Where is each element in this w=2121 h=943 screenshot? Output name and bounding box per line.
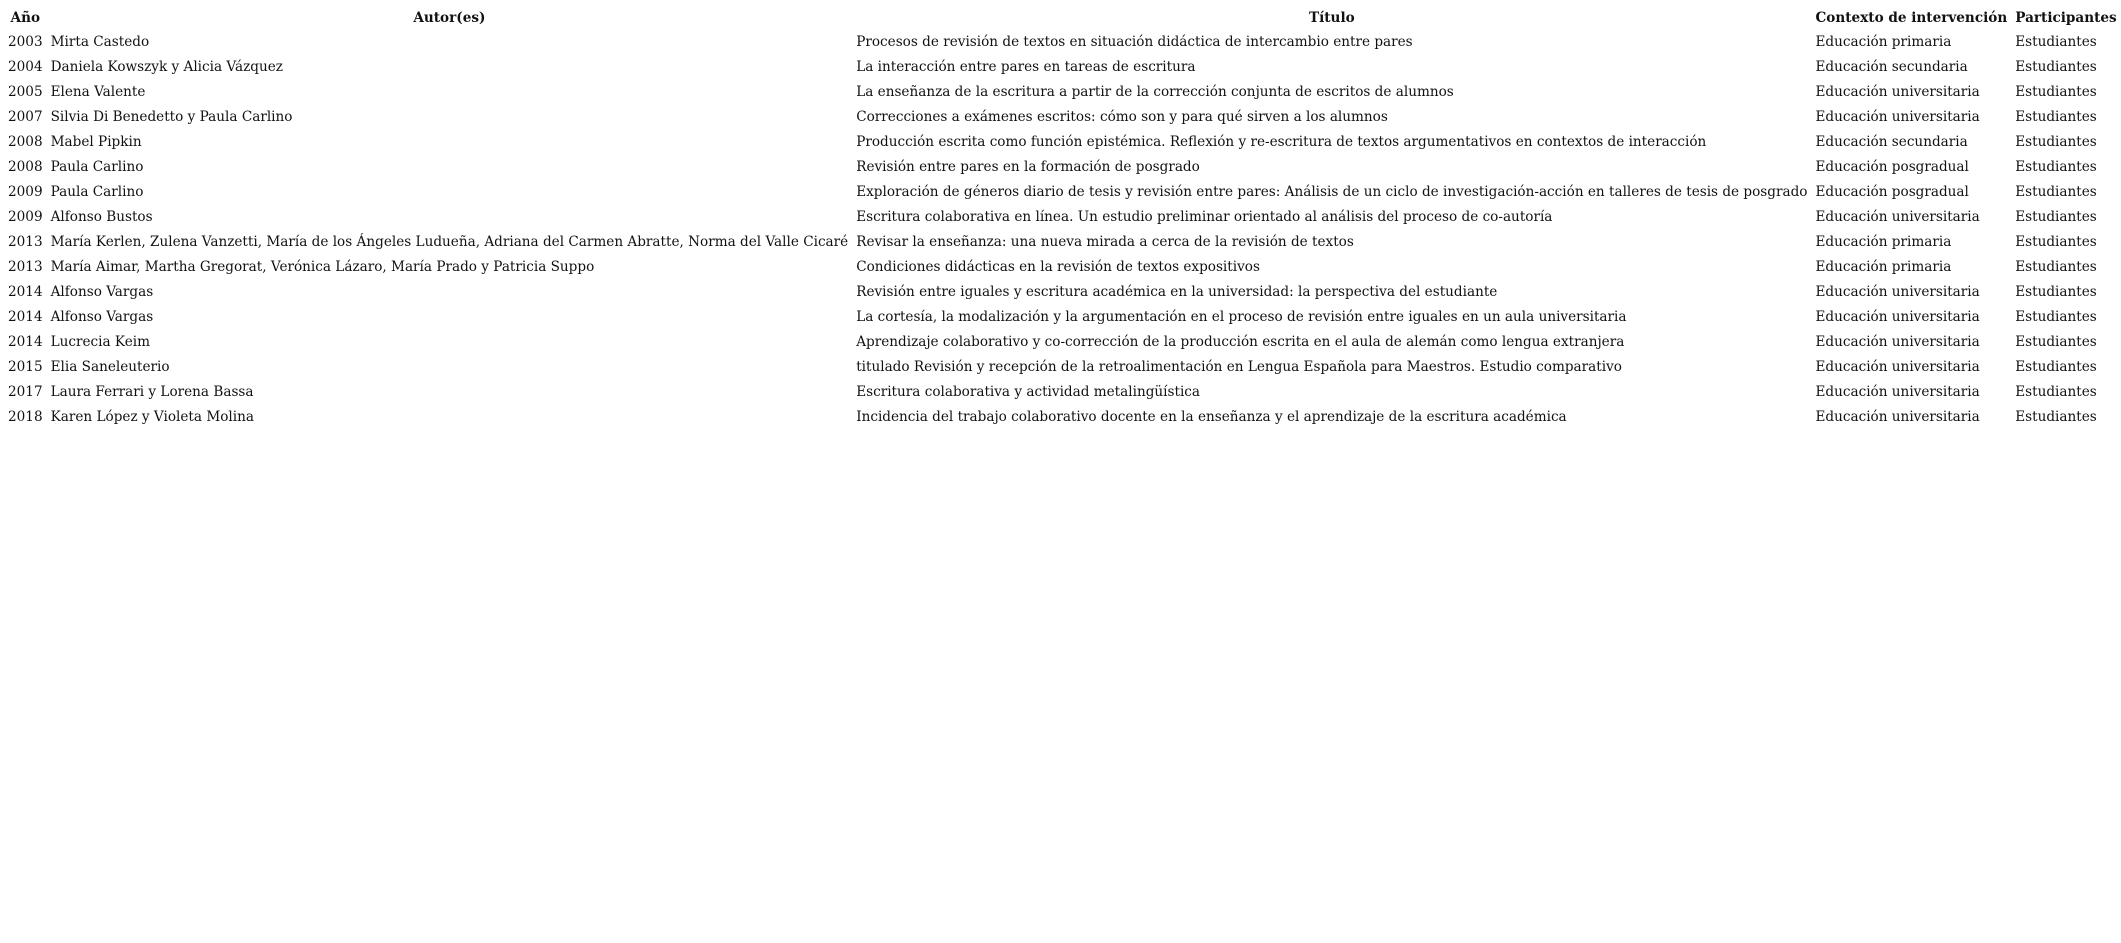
table-row <box>4 205 2121 230</box>
cell-title: titulado Revisión y recepción de la retroalimentación en Lengua Española para Maestros. Estudio comparativo <box>856 359 1622 375</box>
cell-participants: Estudiantes <box>2015 409 2097 425</box>
cell-participants: Estudiantes <box>2015 234 2097 250</box>
cell-authors: Mirta Castedo <box>50 34 150 50</box>
cell-authors: Laura Ferrari y Lorena Bassa <box>50 384 254 400</box>
table-row <box>4 280 2121 305</box>
cell-context: Educación secundaria <box>1815 59 1968 75</box>
cell-title: Escritura colaborativa y actividad metalingüística <box>856 384 1201 400</box>
cell-context: Educación universitaria <box>1815 359 1980 375</box>
cell-title: Incidencia del trabajo colaborativo docente en la enseñanza y el aprendizaje de la escritura académica <box>856 409 1567 425</box>
cell-year: 2009 <box>8 209 43 225</box>
cell-context: Educación universitaria <box>1815 109 1980 125</box>
cell-year: 2009 <box>8 184 43 200</box>
table-row <box>4 355 2121 380</box>
cell-title: Condiciones didácticas en la revisión de textos expositivos <box>856 259 1260 275</box>
cell-title: La enseñanza de la escritura a partir de la corrección conjunta de escritos de alumnos <box>856 84 1454 100</box>
studies-table <box>4 6 2121 430</box>
cell-context: Educación primaria <box>1815 259 1952 275</box>
cell-participants: Estudiantes <box>2015 359 2097 375</box>
cell-authors: Karen López y Violeta Molina <box>50 409 254 425</box>
table-row <box>4 330 2121 355</box>
table-row <box>4 130 2121 155</box>
cell-year: 2013 <box>8 234 43 250</box>
cell-year: 2015 <box>8 359 43 375</box>
cell-authors: Silvia Di Benedetto y Paula Carlino <box>50 109 293 125</box>
cell-participants: Estudiantes <box>2015 59 2097 75</box>
cell-title: Correcciones a exámenes escritos: cómo son y para qué sirven a los alumnos <box>856 109 1388 125</box>
cell-participants: Estudiantes <box>2015 259 2097 275</box>
cell-context: Educación universitaria <box>1815 384 1980 400</box>
table-row <box>4 105 2121 130</box>
cell-context: Educación universitaria <box>1815 209 1980 225</box>
cell-context: Educación posgradual <box>1815 159 1969 175</box>
cell-title: Escritura colaborativa en línea. Un estudio preliminar orientado al análisis del proceso de co-autoría <box>856 209 1553 225</box>
table-row <box>4 180 2121 205</box>
cell-authors: Lucrecia Keim <box>50 334 151 350</box>
cell-participants: Estudiantes <box>2015 309 2097 325</box>
cell-context: Educación universitaria <box>1815 284 1980 300</box>
cell-context: Educación universitaria <box>1815 84 1980 100</box>
header-title: Título <box>1309 10 1355 26</box>
table-body <box>4 30 2121 430</box>
cell-authors: Mabel Pipkin <box>50 134 142 150</box>
cell-participants: Estudiantes <box>2015 184 2097 200</box>
cell-participants: Estudiantes <box>2015 134 2097 150</box>
cell-participants: Estudiantes <box>2015 334 2097 350</box>
cell-year: 2008 <box>8 159 43 175</box>
cell-year: 2008 <box>8 134 43 150</box>
table-row <box>4 255 2121 280</box>
header-authors: Autor(es) <box>413 10 486 26</box>
cell-context: Educación primaria <box>1815 34 1952 50</box>
table-row <box>4 405 2121 430</box>
cell-title: Producción escrita como función epistémica. Reflexión y re-escritura de textos argumentativos en contextos de interacción <box>856 134 1707 150</box>
cell-year: 2005 <box>8 84 43 100</box>
cell-year: 2013 <box>8 259 43 275</box>
cell-context: Educación primaria <box>1815 234 1952 250</box>
cell-authors: Alfonso Bustos <box>50 209 153 225</box>
cell-participants: Estudiantes <box>2015 284 2097 300</box>
table-row <box>4 30 2121 55</box>
cell-participants: Estudiantes <box>2015 209 2097 225</box>
cell-participants: Estudiantes <box>2015 109 2097 125</box>
cell-context: Educación universitaria <box>1815 309 1980 325</box>
cell-authors: Elena Valente <box>50 84 146 100</box>
cell-title: Revisar la enseñanza: una nueva mirada a cerca de la revisión de textos <box>856 234 1354 250</box>
table-row <box>4 230 2121 255</box>
cell-title: La cortesía, la modalización y la argumentación en el proceso de revisión entre iguales en un aula universitaria <box>856 309 1627 325</box>
cell-year: 2014 <box>8 334 43 350</box>
cell-authors: María Kerlen, Zulena Vanzetti, María de los Ángeles Ludueña, Adriana del Carmen Abratte, Norma del Valle Cicaré <box>50 234 849 250</box>
table-row <box>4 55 2121 80</box>
cell-authors: Alfonso Vargas <box>50 309 154 325</box>
cell-title: Exploración de géneros diario de tesis y revisión entre pares: Análisis de un ciclo de investigación-acción en talleres de tesis de posgrado <box>856 184 1808 200</box>
cell-context: Educación universitaria <box>1815 334 1980 350</box>
cell-authors: Paula Carlino <box>50 184 144 200</box>
header-row <box>4 6 2121 30</box>
cell-year: 2004 <box>8 59 43 75</box>
cell-title: Revisión entre iguales y escritura académica en la universidad: la perspectiva del estudiante <box>856 284 1498 300</box>
cell-title: La interacción entre pares en tareas de escritura <box>856 59 1196 75</box>
cell-participants: Estudiantes <box>2015 84 2097 100</box>
cell-participants: Estudiantes <box>2015 159 2097 175</box>
cell-title: Revisión entre pares en la formación de posgrado <box>856 159 1200 175</box>
table-row <box>4 155 2121 180</box>
cell-year: 2003 <box>8 34 43 50</box>
table-row <box>4 305 2121 330</box>
cell-year: 2014 <box>8 284 43 300</box>
cell-context: Educación universitaria <box>1815 409 1980 425</box>
cell-year: 2014 <box>8 309 43 325</box>
cell-title: Procesos de revisión de textos en situación didáctica de intercambio entre pares <box>856 34 1413 50</box>
header-year: Año <box>10 10 41 26</box>
cell-year: 2017 <box>8 384 43 400</box>
cell-authors: María Aimar, Martha Gregorat, Verónica Lázaro, María Prado y Patricia Suppo <box>50 259 595 275</box>
table-row <box>4 80 2121 105</box>
cell-authors: Daniela Kowszyk y Alicia Vázquez <box>50 59 283 75</box>
table-row <box>4 380 2121 405</box>
header-context: Contexto de intervención <box>1815 10 2008 26</box>
cell-authors: Alfonso Vargas <box>50 284 154 300</box>
header-participants: Participantes <box>2015 10 2117 26</box>
cell-authors: Elia Saneleuterio <box>50 359 170 375</box>
cell-year: 2018 <box>8 409 43 425</box>
cell-participants: Estudiantes <box>2015 384 2097 400</box>
cell-title: Aprendizaje colaborativo y co-corrección de la producción escrita en el aula de alemán como lengua extranjera <box>856 334 1625 350</box>
cell-context: Educación posgradual <box>1815 184 1969 200</box>
cell-authors: Paula Carlino <box>50 159 144 175</box>
cell-year: 2007 <box>8 109 43 125</box>
cell-context: Educación secundaria <box>1815 134 1968 150</box>
cell-participants: Estudiantes <box>2015 34 2097 50</box>
